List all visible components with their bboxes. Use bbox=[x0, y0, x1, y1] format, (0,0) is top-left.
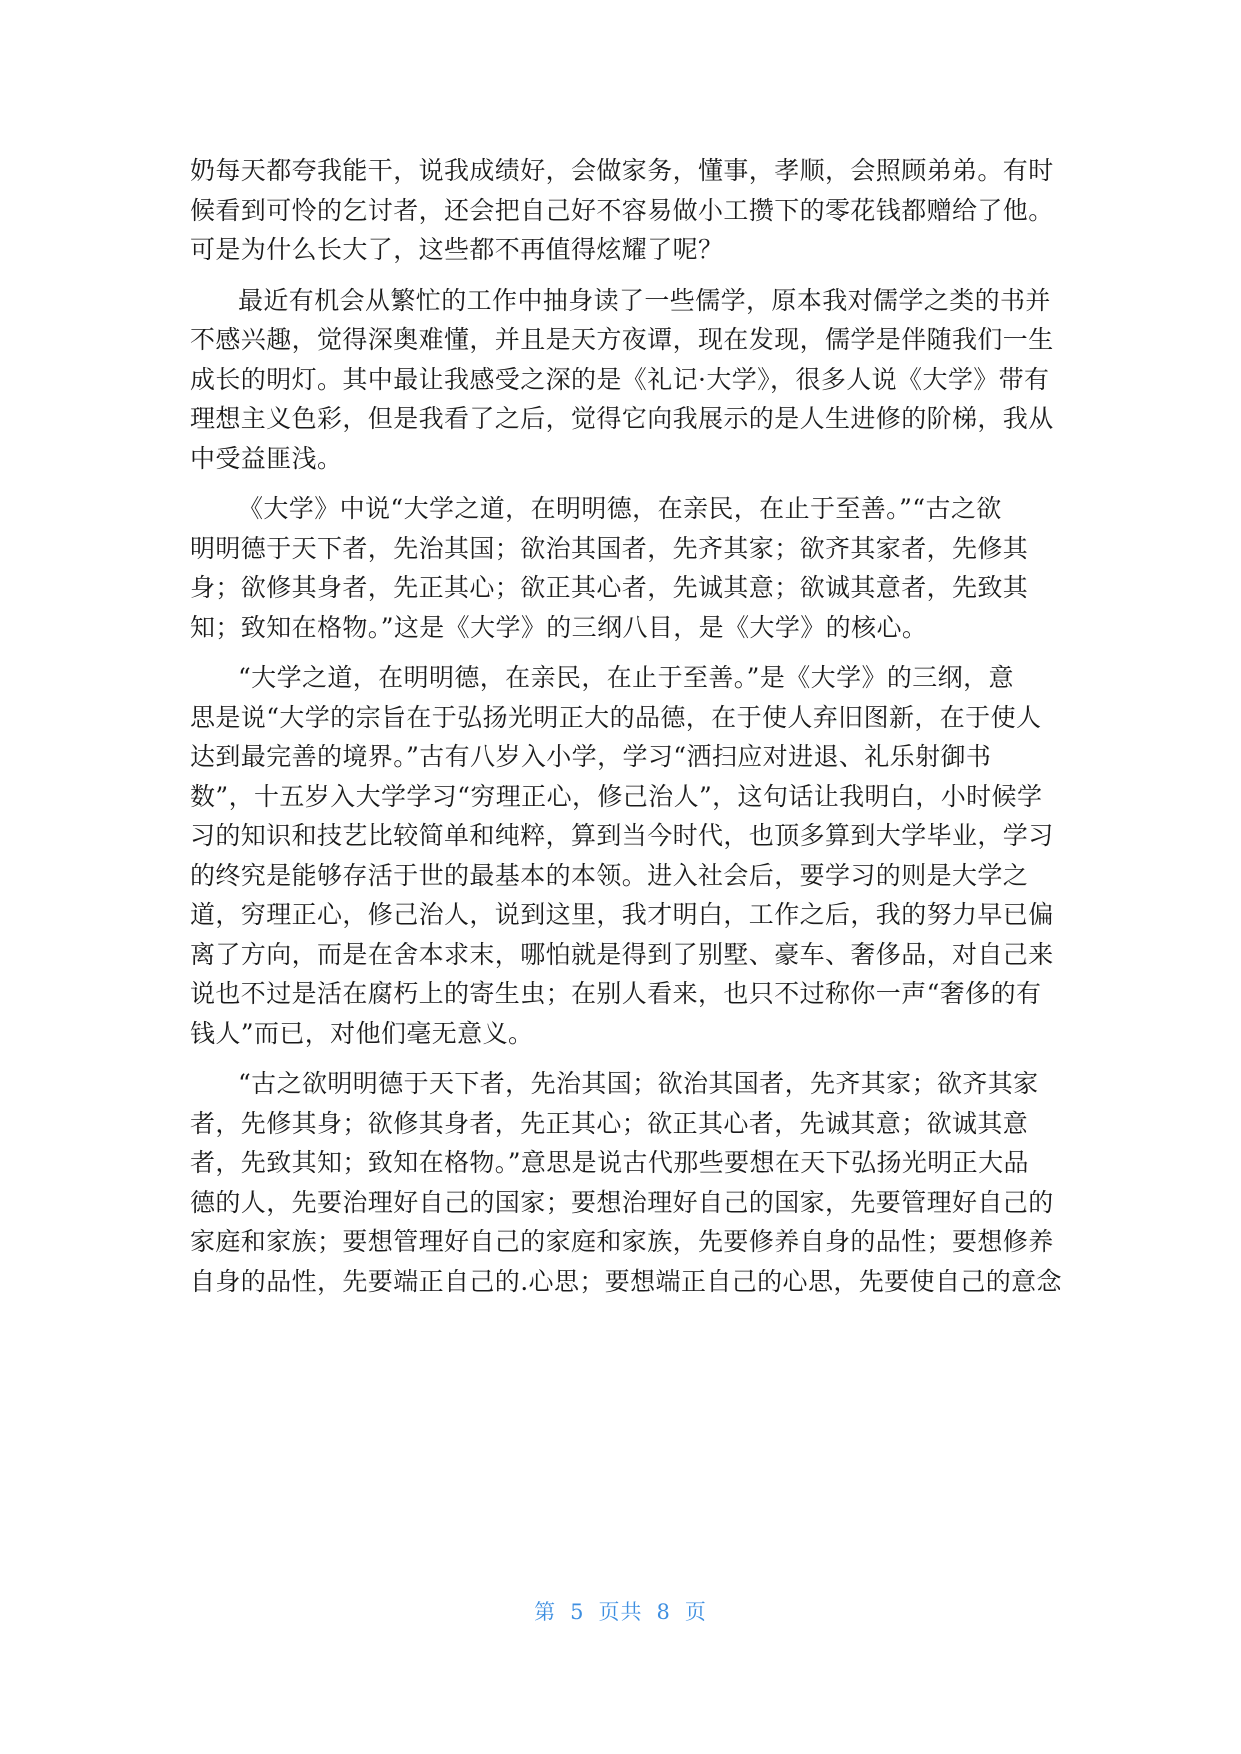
paragraph bbox=[190, 151, 1060, 270]
page-label-suffix: 页 bbox=[684, 1600, 707, 1624]
text-line: 习的知识和技艺比较简单和纯粹，算到当今时代，也顶多算到大学毕业，学习 bbox=[190, 821, 1054, 850]
text-line: 家庭和家族；要想管理好自己的家庭和家族，先要修养自身的品性；要想修养 bbox=[190, 1227, 1054, 1256]
text-line: 候看到可怜的乞讨者，还会把自己好不容易做小工攒下的零花钱都赠给了他。 bbox=[190, 195, 1054, 225]
text-line: 理想主义色彩，但是我看了之后，觉得它向我展示的是人生进修的阶梯，我从 bbox=[190, 404, 1054, 433]
text-line: 身；欲修其身者，先正其心；欲正其心者，先诚其意；欲诚其意者，先致其 bbox=[190, 573, 1029, 602]
text-line: 离了方向，而是在舍本求末，哪怕就是得到了别墅、豪车、奢侈品，对自己来 bbox=[190, 939, 1054, 969]
text-line: 知；致知在格物。”这是《大学》的三纲八目，是《大学》的核心。 bbox=[190, 612, 928, 642]
paragraph bbox=[190, 658, 1060, 1053]
text-line: 明明德于天下者，先治其国；欲治其国者，先齐其家；欲齐其家者，先修其 bbox=[190, 533, 1029, 563]
text-line: 的终究是能够存活于世的最基本的本领。进入社会后，要学习的则是大学之 bbox=[190, 860, 1029, 890]
text-line: 成长的明灯。其中最让我感受之深的是《礼记·大学》，很多人说《大学》带有 bbox=[190, 364, 1050, 394]
text-line: 自身的品性，先要端正自己的.心思；要想端正自己的心思，先要使自己的意念 bbox=[190, 1266, 1062, 1296]
page-footer bbox=[0, 1596, 1241, 1626]
text-line: 中受益匪浅。 bbox=[190, 443, 343, 473]
text-line: 《大学》中说“大学之道，在明明德，在亲民，在止于至善。”“古之欲 bbox=[238, 494, 1002, 523]
text-line: 不感兴趣，觉得深奥难懂，并且是天方夜谭，现在发现，儒学是伴随我们一生 bbox=[190, 325, 1054, 354]
text-line: 道，穷理正心，修己治人，说到这里，我才明白，工作之后，我的努力早已偏 bbox=[190, 900, 1054, 929]
text-line: “古之欲明明德于天下者，先治其国；欲治其国者，先齐其家；欲齐其家 bbox=[238, 1069, 1039, 1098]
text-line: 达到最完善的境界。”古有八岁入小学，学习“洒扫应对进退、礼乐射御书 bbox=[190, 742, 992, 771]
page-label-prefix: 第 bbox=[534, 1600, 557, 1624]
text-line: 钱人”而已，对他们毫无意义。 bbox=[190, 1018, 534, 1048]
text-line: 可是为什么长大了，这些都不再值得炫耀了呢？ bbox=[190, 235, 724, 264]
page-label-middle: 页共 bbox=[598, 1600, 643, 1624]
paragraph bbox=[190, 1064, 1060, 1301]
text-line: 者，先修其身；欲修其身者，先正其心；欲正其心者，先诚其意；欲诚其意 bbox=[190, 1108, 1029, 1138]
text-line: “大学之道，在明明德，在亲民，在止于至善。”是《大学》的三纲，意 bbox=[238, 663, 1014, 692]
text-line: 者，先致其知；致知在格物。”意思是说古代那些要想在天下弘扬光明正大品 bbox=[190, 1148, 1029, 1177]
total-pages-number: 8 bbox=[656, 1600, 671, 1624]
paragraph bbox=[190, 489, 1060, 647]
text-line: 思是说“大学的宗旨在于弘扬光明正大的品德，在于使人弃旧图新，在于使人 bbox=[190, 702, 1042, 732]
text-line: 说也不过是活在腐朽上的寄生虫；在别人看来，也只不过称你一声“奢侈的有 bbox=[190, 979, 1042, 1008]
text-line: 数”，十五岁入大学学习“穷理正心，修己治人”，这句话让我明白，小时候学 bbox=[190, 781, 1043, 811]
text-line: 奶每天都夸我能干，说我成绩好，会做家务，懂事，孝顺，会照顾弟弟。有时 bbox=[190, 156, 1054, 185]
text-line: 德的人，先要治理好自己的国家；要想治理好自己的国家，先要管理好自己的 bbox=[190, 1187, 1054, 1217]
text-line: 最近有机会从繁忙的工作中抽身读了一些儒学，原本我对儒学之类的书并 bbox=[238, 285, 1051, 315]
paragraph bbox=[190, 281, 1060, 479]
document-body bbox=[190, 151, 1060, 1301]
current-page-number: 5 bbox=[570, 1600, 585, 1624]
